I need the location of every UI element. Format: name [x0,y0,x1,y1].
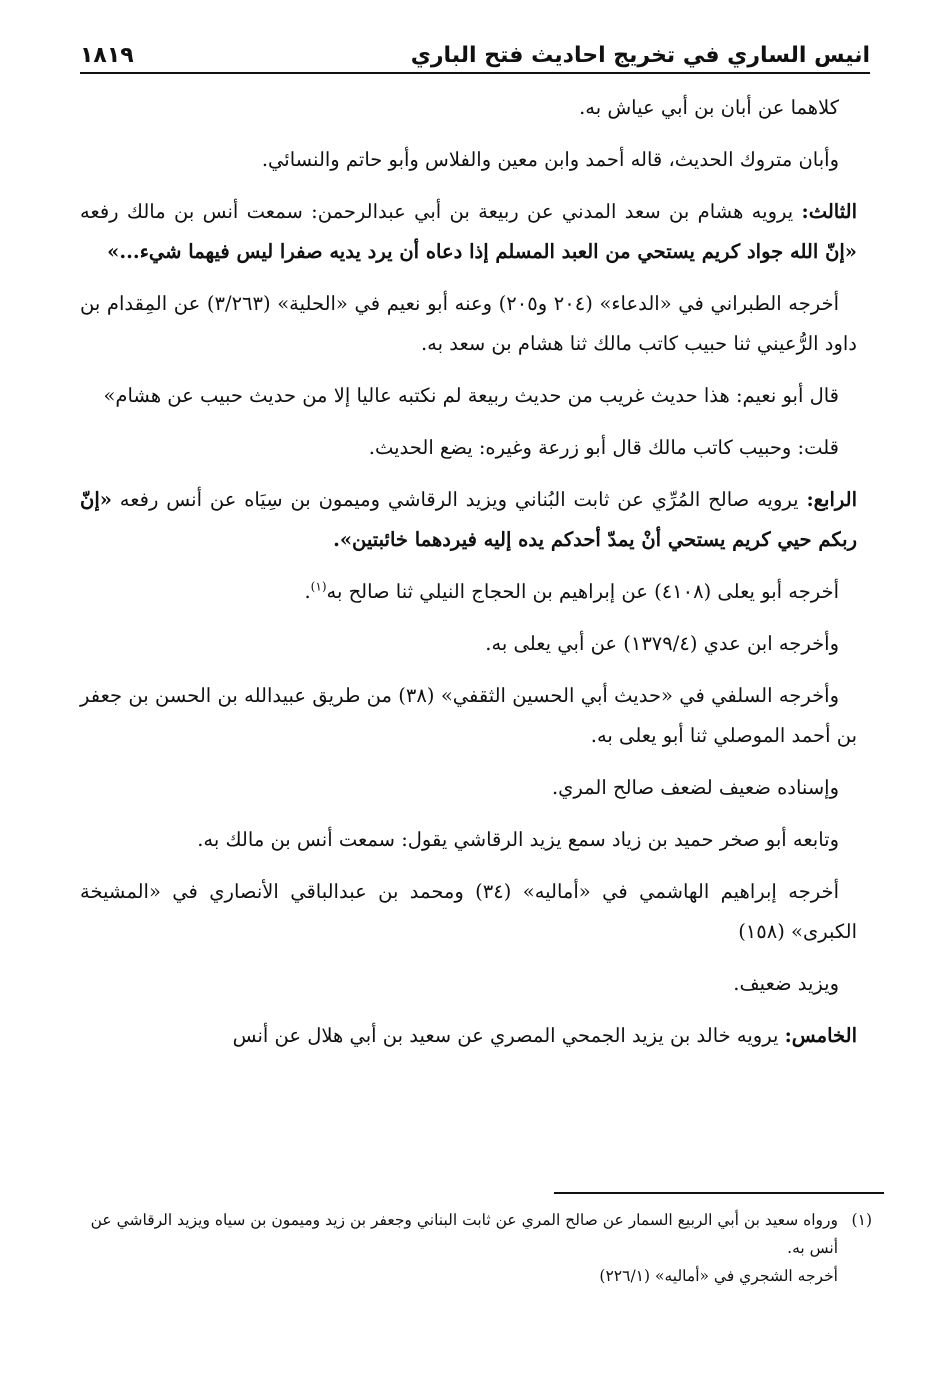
paragraph-text: كلاهما عن أبان بن أبي عياش به. [579,96,839,119]
paragraph [80,964,857,1004]
paragraph [80,376,857,416]
footnote [60,1206,872,1290]
paragraph-text: قال أبو نعيم: هذا حديث غريب من حديث ربيعة لم نكتبه عاليا إلا من حديث حبيب عن هشام» [103,384,839,407]
page-header [80,30,870,74]
paragraph-text: قلت: وحبيب كاتب مالك قال أبو زرعة وغيره: يضع الحديث. [368,436,839,459]
paragraph [80,768,857,808]
paragraph-text: أخرجه إبراهيم الهاشمي في «أماليه» (٣٤) ومحمد بن عبدالباقي الأنصاري في «المشيخة الكبرى» (١٥٨) [80,880,857,943]
paragraph-text: وأبان متروك الحديث، قاله أحمد وابن معين والفلاس وأبو حاتم والنسائي. [261,148,839,171]
footnote-line: أخرجه الشجري في «أماليه» (٢٢٦/١) [599,1267,838,1285]
paragraph [80,284,857,364]
paragraph-text-end: . [304,580,311,603]
section-term: الرابع: [806,488,857,511]
footnote-reference[interactable]: (١) [310,579,327,594]
paragraph-text: يرويه صالح المُرِّي عن ثابت البُناني ويزيد الرقاشي وميمون بن سِيَاه عن أنس رفعه [111,488,807,511]
main-text [80,88,857,1068]
footnote-content [60,1206,838,1290]
paragraph-text: ويزيد ضعيف. [733,972,839,995]
paragraph [80,1016,857,1056]
paragraph [80,872,857,952]
paragraph [80,572,857,612]
paragraph-text: يرويه خالد بن يزيد الجمحي المصري عن سعيد بن أبي هلال عن أنس [232,1024,785,1047]
paragraph [80,480,857,560]
hadith-text: «إنّ ربكم حيي كريم يستحي أنْ يمدّ أحدكم يده إليه فيردهما خائبتين». [80,488,857,551]
footnote-marker: (١) [851,1211,872,1229]
paragraph-text: أخرجه أبو يعلى (٤١٠٨) عن إبراهيم بن الحجاج النيلي ثنا صالح به [326,580,839,603]
paragraph [80,192,857,272]
page-number: ١٨١٩ [80,43,134,68]
paragraph [80,820,857,860]
running-title: انيس الساري في تخريج احاديث فتح الباري [410,43,870,68]
paragraph-text: يرويه هشام بن سعد المدني عن ربيعة بن أبي عبدالرحمن: سمعت أنس بن مالك رفعه [80,200,802,223]
footnote-line: ورواه سعيد بن أبي الربيع السمار عن صالح المري عن ثابت البناني وجعفر بن زيد وميمون بن سياه ويزيد الرقاشي عن أنس به. [90,1211,838,1257]
section-term: الخامس: [784,1024,857,1047]
paragraph-text: وأخرجه السلفي في «حديث أبي الحسين الثقفي» (٣٨) من طريق عبيدالله بن الحسن بن جعفر بن أحمد الموصلي ثنا أبو يعلى به. [80,684,857,747]
paragraph [80,624,857,664]
paragraph-text: وتابعه أبو صخر حميد بن زياد سمع يزيد الرقاشي يقول: سمعت أنس بن مالك به. [197,828,839,851]
hadith-text: «إنّ الله جواد كريم يستحي من العبد المسلم إذا دعاه أن يرد يديه صفرا ليس فيهما شيء...» [107,240,857,263]
section-term: الثالث: [801,200,857,223]
paragraph-text: أخرجه الطبراني في «الدعاء» (٢٠٤ و٢٠٥) وعنه أبو نعيم في «الحلية» (٣/٢٦٣) عن المِقدام بن داود الرُّعيني ثنا حبيب كاتب مالك ثنا هشام بن سعد به. [80,292,857,355]
footnote-separator [554,1192,884,1194]
paragraph [80,88,857,128]
footnotes [60,1206,872,1290]
paragraph [80,428,857,468]
paragraph [80,676,857,756]
paragraph-text: وإسناده ضعيف لضعف صالح المري. [551,776,839,799]
paragraph [80,140,857,180]
paragraph-text: وأخرجه ابن عدي (١٣٧٩/٤) عن أبي يعلى به. [485,632,839,655]
